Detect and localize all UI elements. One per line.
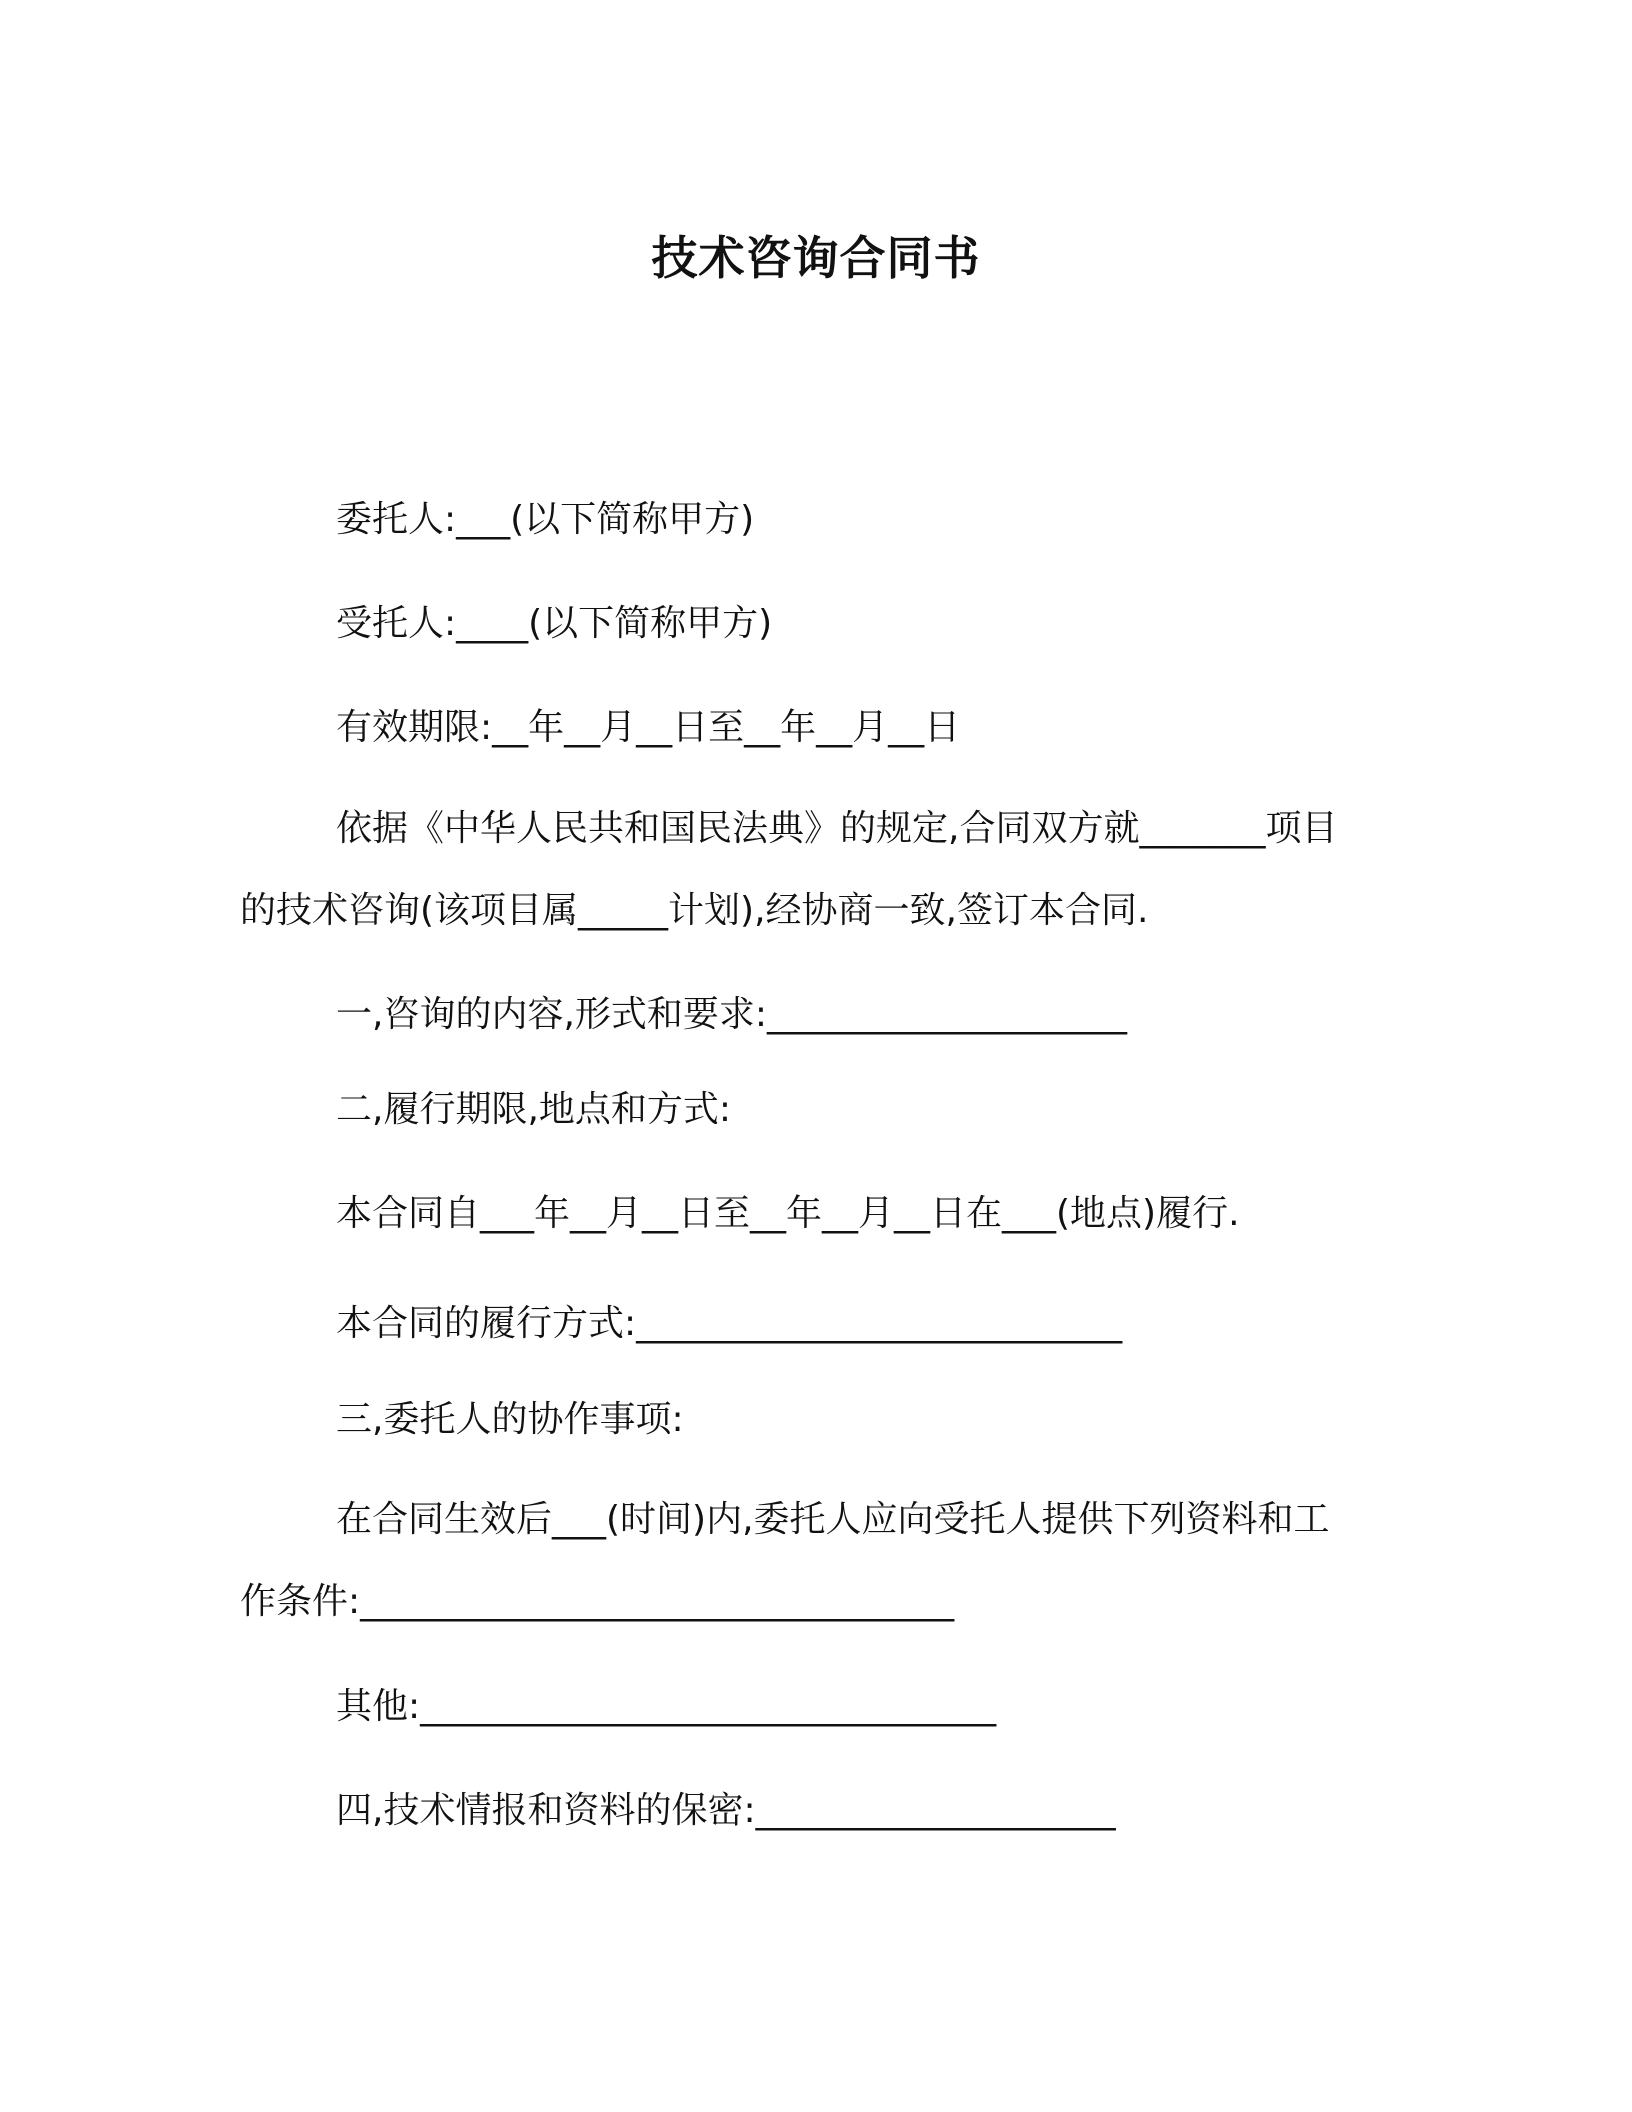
client-line: 委托人:___(以下简称甲方) <box>336 499 755 540</box>
basis-paragraph-line-1: 依据《中华人民共和国民法典》的规定,合同双方就_______项目 <box>336 808 1338 849</box>
section-one-heading: 一,咨询的内容,形式和要求:____________________ <box>336 994 1128 1035</box>
basis-paragraph-line-2: 的技术咨询(该项目属_____计划),经协商一致,签订本合同. <box>240 890 1149 931</box>
other-items-line: 其他:________________________________ <box>336 1686 997 1727</box>
contractor-line: 受托人:____(以下简称甲方) <box>336 603 773 644</box>
section-two-heading: 二,履行期限,地点和方式: <box>336 1089 732 1130</box>
document-title: 技术咨询合同书 <box>651 231 981 285</box>
cooperation-paragraph-line-2: 作条件:_________________________________ <box>240 1581 955 1622</box>
term-and-place-line: 本合同自___年__月__日至__年__月__日在___(地点)履行. <box>336 1193 1240 1234</box>
section-four-heading: 四,技术情报和资料的保密:____________________ <box>336 1790 1116 1831</box>
cooperation-paragraph-line-1: 在合同生效后___(时间)内,委托人应向受托人提供下列资料和工 <box>336 1499 1330 1540</box>
validity-period-line: 有效期限:__年__月__日至__年__月__日 <box>336 707 961 748</box>
section-three-heading: 三,委托人的协作事项: <box>336 1399 684 1440</box>
performance-method-line: 本合同的履行方式:___________________________ <box>336 1303 1123 1344</box>
